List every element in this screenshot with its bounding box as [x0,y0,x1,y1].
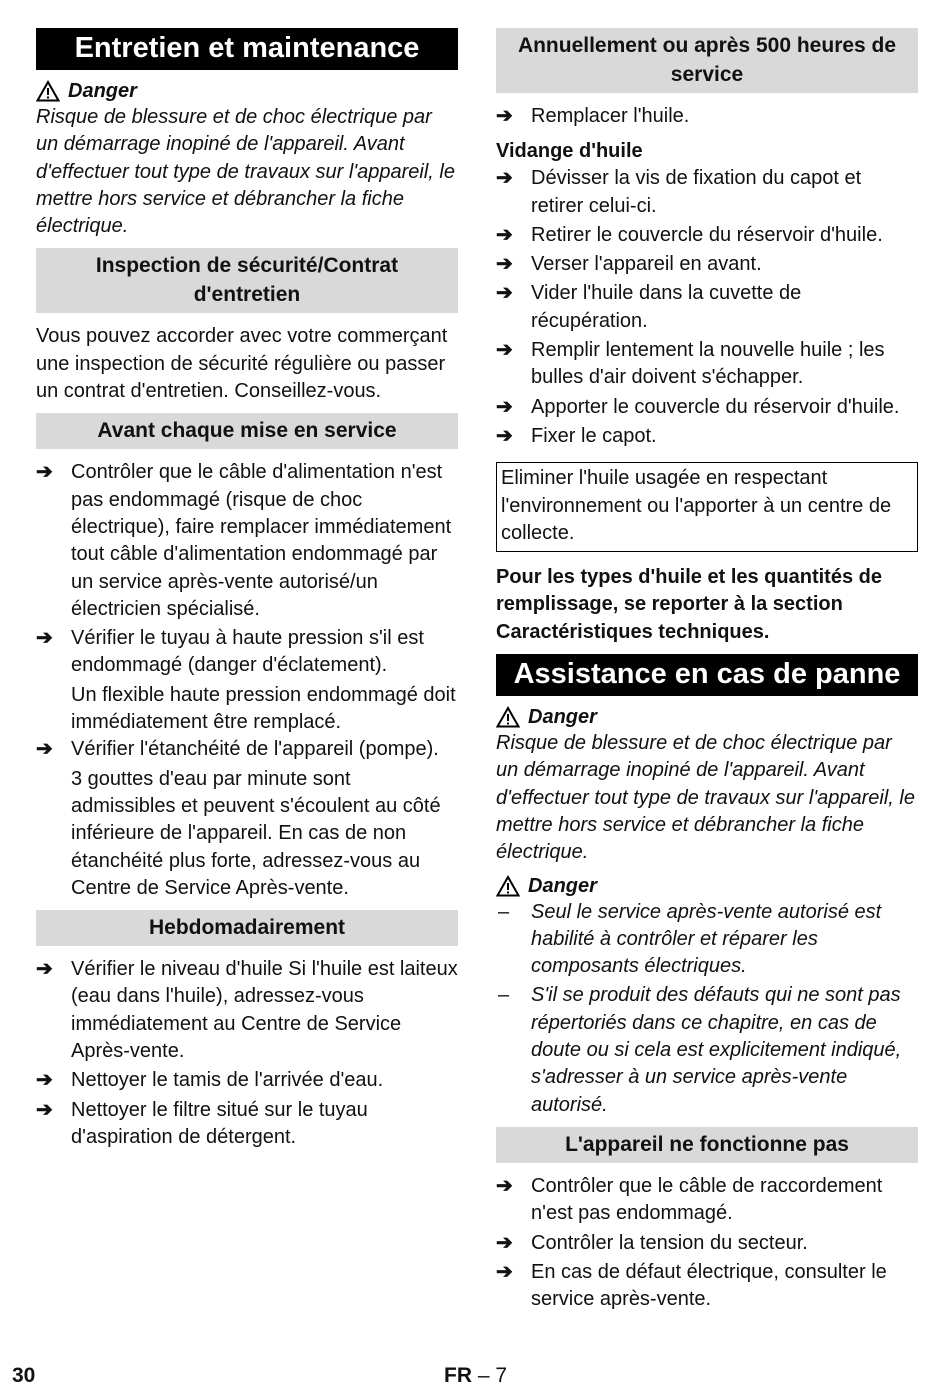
avant-list [36,459,458,902]
arrow-icon: ➔ [496,339,513,362]
annuel-list [496,103,918,130]
arrow-icon: ➔ [36,627,53,650]
arrow-icon: ➔ [496,167,513,190]
list-item: – Seul le service après-vente autorisé est habilité à contrôler et réparer les composants électriques. [498,900,882,978]
warning-triangle-icon [496,706,520,728]
list-item: ➔ Vérifier le tuyau à haute pression s'il est endommagé (danger d'éclatement). [36,627,424,677]
danger-heading [496,873,918,899]
list-item: ➔ Dévisser la vis de fixation du capot et retirer celui-ci. [496,167,862,217]
list-item: ➔ Apporter le couvercle du réservoir d'huile. [496,394,918,421]
heading-inspection: Inspection de sécurité/Contrat d'entretien [36,248,458,313]
list-item: ➔ En cas de défaut électrique, consulter le service après-vente. [496,1260,887,1311]
arrow-icon: ➔ [496,395,513,418]
arrow-icon: ➔ [496,1260,513,1283]
arrow-icon: ➔ [496,424,513,447]
no-function-list [496,1173,918,1313]
arrow-icon: ➔ [496,1231,513,1254]
list-item: ➔ Nettoyer le tamis de l'arrivée d'eau. [36,1067,458,1094]
language-code: FR [444,1364,472,1387]
arrow-icon: ➔ [496,282,513,305]
dash-bullet: – [498,900,510,923]
arrow-icon: ➔ [36,738,53,761]
arrow-icon: ➔ [496,1174,513,1197]
environment-note-box: Eliminer l'huile usagée en respectant l'environnement ou l'apporter à un centre de collecte. [496,462,918,552]
warning-triangle-icon [496,875,520,897]
danger-text: Risque de blessure et de choc électrique par un démarrage inopiné de l'appareil. Avant d'effectuer tout type de travaux sur l'appareil, le mettre hors service et débrancher la fiche électrique. [496,732,915,864]
heading-hebdo: Hebdomadairement [36,910,458,946]
heading-annuel: Annuellement ou après 500 heures de service [496,28,918,93]
footer-language [444,1364,507,1388]
danger-label: Danger [528,706,597,729]
warning-triangle-icon [36,80,60,102]
list-item: ➔ Retirer le couvercle du réservoir d'huile. [496,222,918,249]
vidange-label: Vidange d'huile [496,140,643,163]
danger-heading [496,704,918,730]
danger-text: Risque de blessure et de choc électrique par un démarrage inopiné de l'appareil. Avant d'effectuer tout type de travaux sur l'appareil, le mettre hors service et débrancher la fiche électrique. [36,106,455,238]
hebdo-list [36,956,458,1151]
arrow-icon: ➔ [36,461,53,484]
list-item: ➔ Remplir lentement la nouvelle huile ; les bulles d'air doivent s'échapper. [496,339,885,389]
list-item: ➔ Verser l'appareil en avant. [496,251,918,278]
sub-note: 3 gouttes d'eau par minute sont admissibles et peuvent s'écoulent au côté inférieure de l'appareil. En cas de non étanchéité plus forte, adressez-vous au Centre de Service Après-vente. [71,767,441,899]
danger-label: Danger [68,80,137,102]
arrow-icon: ➔ [496,223,513,246]
right-column [496,28,918,1315]
arrow-icon: ➔ [496,105,513,127]
danger-heading [36,78,458,104]
sub-page-number: – 7 [477,1364,508,1387]
list-item: ➔ Contrôler la tension du secteur. [496,1230,918,1257]
list-item: ➔ Remplacer l'huile. [496,103,918,130]
heading-no-function: L'appareil ne fonctionne pas [496,1127,918,1163]
vidange-list [496,165,918,450]
list-item: ➔ Nettoyer le filtre situé sur le tuyau d'aspiration de détergent. [36,1098,368,1148]
list-item: – S'il se produit des défauts qui ne sont pas répertoriés dans ce chapitre, en cas de doute ou si cela est explicitement indiqué, s'adresser à un service après-vente autorisé. [498,984,902,1116]
arrow-icon: ➔ [496,253,513,276]
list-item: ➔ Fixer le capot. [496,423,918,450]
danger-list [496,899,918,1119]
oil-reference-note: Pour les types d'huile et les quantités de remplissage, se reporter à la section Caractéristiques techniques. [496,566,882,643]
danger-label: Danger [528,874,597,897]
left-column [36,28,458,1153]
section-title-maintenance: Entretien et maintenance [36,28,458,70]
arrow-icon: ➔ [36,1069,53,1092]
inspection-text: Vous pouvez accorder avec votre commerçant une inspection de sécurité régulière ou passer un contrat d'entretien. Conseillez-vous. [36,325,448,403]
list-item: ➔ Contrôler que le câble d'alimentation n'est pas endommagé (risque de choc électrique), faire remplacer immédiatement tout câble d'alimentation endommagé par un service après-vente autorisé/un électricien spécialisé. [36,461,452,620]
heading-avant: Avant chaque mise en service [36,413,458,449]
page-number: 30 [12,1364,36,1387]
arrow-icon: ➔ [36,1098,53,1121]
list-item: ➔ Vérifier le niveau d'huile Si l'huile est laiteux (eau dans l'huile), adressez-vous immédiatement au Centre de Service Après-vente. [36,958,458,1063]
dash-bullet: – [498,984,510,1007]
list-item: ➔ Vider l'huile dans la cuvette de récupération. [496,282,802,332]
list-item: ➔ Vérifier l'étanchéité de l'appareil (pompe). [36,736,458,763]
list-item: ➔ Contrôler que le câble de raccordement n'est pas endommagé. [496,1174,883,1225]
arrow-icon: ➔ [36,958,53,981]
section-title-assistance: Assistance en cas de panne [496,654,918,696]
sub-note: Un flexible haute pression endommagé doit immédiatement être remplacé. [71,683,456,734]
